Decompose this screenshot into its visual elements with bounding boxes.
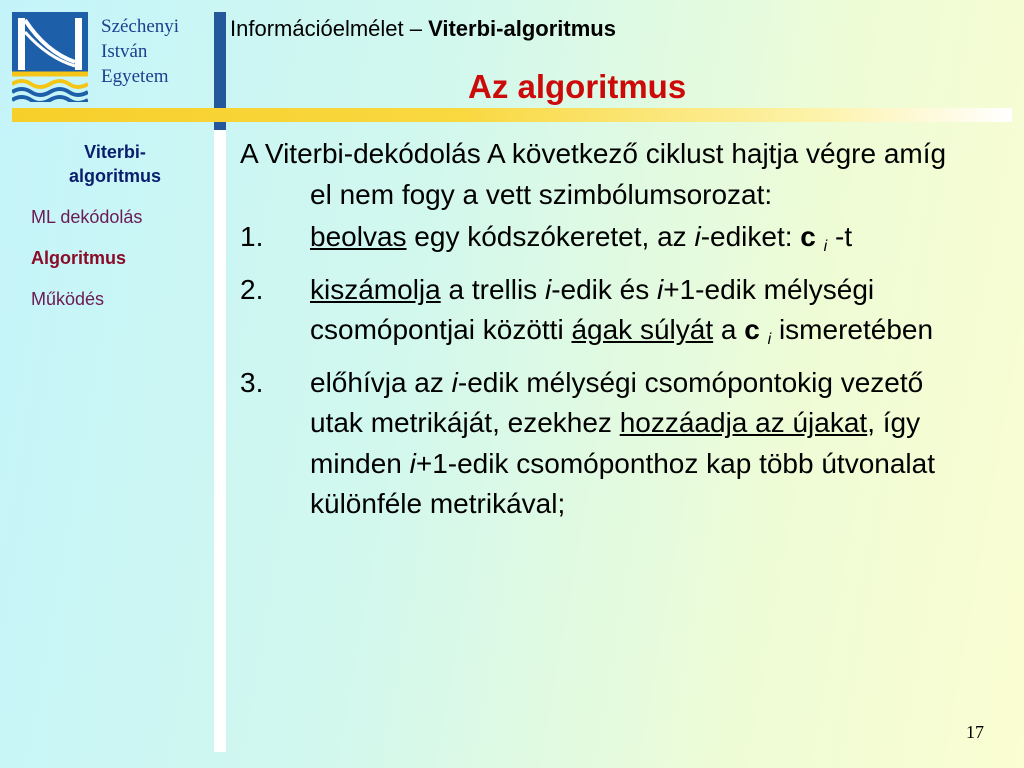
- item-text: , így minden: [310, 407, 921, 479]
- term-hozzaadja: hozzáadja az újakat: [619, 407, 868, 438]
- item-text: -ediket:: [700, 221, 801, 252]
- item-text: +1-edik csomóponthoz kap több útvonalat különféle metrikával;: [310, 447, 935, 519]
- intro-paragraph: A Viterbi-dekódolás A következő ciklust hajtja végre amíg el nem fogy a vett szimbólumsorozat:: [240, 138, 947, 210]
- university-name: [101, 14, 179, 89]
- item-text: +1-edik mélységi csomópontjai közötti: [310, 273, 875, 345]
- nav-current-line-1: Viterbi-: [84, 142, 146, 162]
- nav-current-line-2: algoritmus: [68, 166, 161, 186]
- item-text: -edik mélységi csomópontokig vezető utak metrikáját, ezekhez: [310, 366, 924, 438]
- slide-title: Az algoritmus: [468, 68, 687, 105]
- term-beolvas: beolvas: [310, 221, 407, 252]
- nav-item-ml-dekodolas[interactable]: ML dekódolás: [31, 207, 143, 227]
- item-text: előhívja az: [310, 366, 452, 398]
- university-logo-icon: [12, 12, 88, 102]
- item-text: -t: [827, 221, 853, 252]
- index-variable: i: [451, 366, 458, 398]
- item-text: -edik és: [551, 273, 658, 305]
- course-header: [230, 16, 616, 42]
- item-text: ismeretében: [771, 314, 934, 345]
- index-variable: i: [657, 273, 664, 305]
- index-variable: i: [694, 221, 701, 252]
- subscript: i: [767, 331, 772, 348]
- slide-content: [240, 134, 960, 525]
- subscript: i: [823, 238, 828, 255]
- item-text: egy kódszókeretet, az: [406, 221, 695, 252]
- codeword-symbol: c: [800, 221, 816, 252]
- list-item: [240, 363, 960, 525]
- nav-item-algoritmus[interactable]: Algoritmus: [31, 248, 127, 268]
- logo-line-2: István: [101, 41, 148, 62]
- vertical-divider: [214, 12, 226, 752]
- logo-line-1: Széchenyi: [101, 16, 180, 37]
- course-name: Információelmélet –: [230, 16, 429, 41]
- index-variable: i: [544, 273, 552, 305]
- item-text: a trellis: [440, 273, 545, 305]
- list-number: 2.: [240, 273, 264, 305]
- index-variable: i: [409, 447, 416, 479]
- horizontal-divider: [12, 108, 1012, 122]
- term-agak-sulyat: ágak súlyát: [571, 314, 714, 345]
- term-kiszamolja: kiszámolja: [310, 273, 441, 305]
- list-number: 3.: [240, 366, 264, 398]
- nav-item-mukodes[interactable]: Működés: [31, 289, 105, 309]
- course-topic: Viterbi-algoritmus: [428, 16, 616, 41]
- item-text: a: [713, 314, 745, 345]
- nav-current-chapter: [12, 140, 212, 188]
- logo-line-3: Egyetem: [101, 66, 169, 87]
- list-number: 1.: [240, 221, 264, 252]
- page-number: 17: [966, 722, 984, 742]
- codeword-symbol: c: [744, 314, 760, 345]
- list-item: [240, 270, 960, 361]
- section-navigation: [12, 140, 212, 329]
- list-item: [240, 217, 960, 268]
